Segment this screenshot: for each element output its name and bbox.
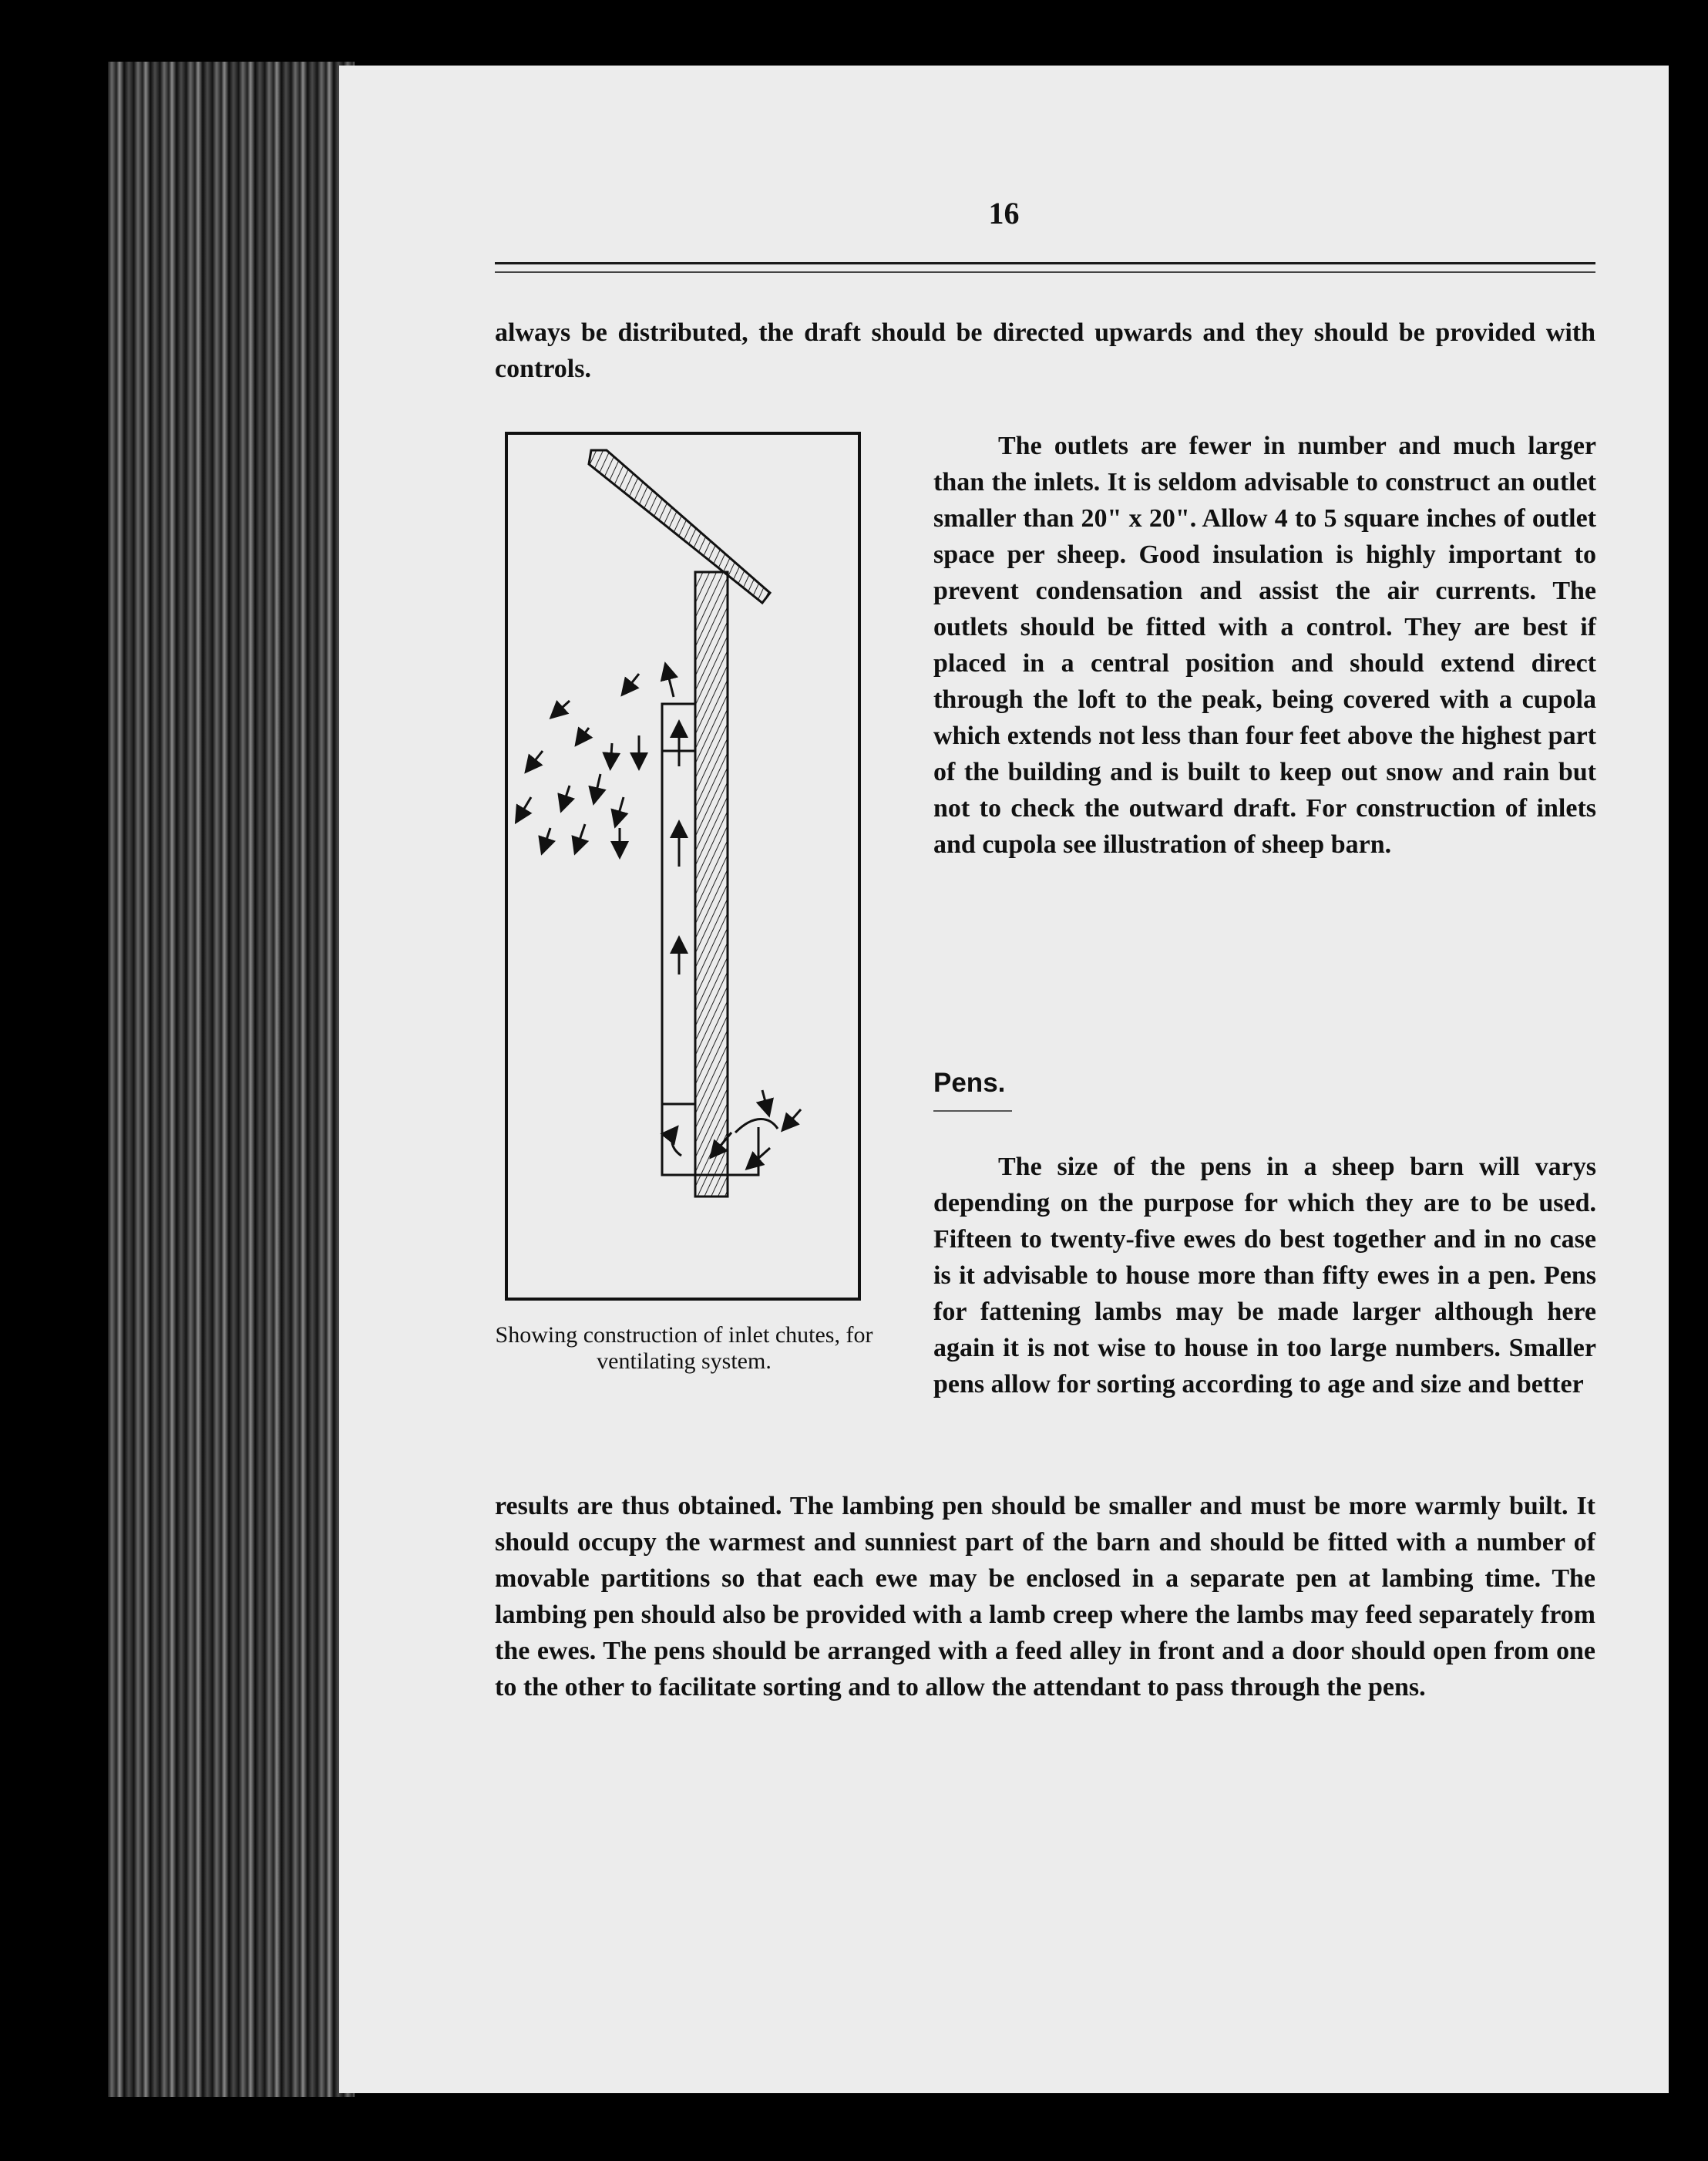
roof-plank xyxy=(589,450,770,603)
figure-caption: Showing construction of inlet chutes, for ventilating system. xyxy=(495,1322,873,1374)
pens-paragraph-full: results are thus obtained. The lambing pen should be smaller and must be more warmly built. It should occupy the warmest and sunniest part of the barn and should be fitted with a number of movable partitions so that each ewe may be enclosed in a separate pen at lambing time. The lambing pen should also be provided with a lamb creep where the lambs may feed separately from the ewes. The pens should be arranged with a feed alley in front and a door should open from one to the other to facilitate sorting and to allow the attendant to pass through the pens. xyxy=(495,1492,1595,1702)
inlet-chute-illustration xyxy=(508,435,861,1301)
inlet-flap xyxy=(735,1119,778,1133)
outlets-paragraph: The outlets are fewer in number and much larger than the inlets. It is seldom advisable to construct an outlet smaller than 20" x 20". Allow 4 to 5 square inches of outlet space per sheep. Good insulation is highly important to prevent condensation and assist the air currents. The outlets should be fitted with a control. They are best if placed in a central position and should extend direct through the loft to the peak, being covered with a cupola which extends not less than four feet above the highest part of the building and is built to keep out snow and rain but not to check the outward draft. For construction of inlets and cupola see illustration of sheep barn. xyxy=(933,432,1596,859)
pens-heading: Pens. xyxy=(933,1068,1006,1098)
header-rule xyxy=(495,262,1595,264)
header-rule-thin xyxy=(495,271,1595,273)
wall-post xyxy=(695,572,728,1197)
pens-heading-underline xyxy=(933,1110,1012,1112)
intro-text: always be distributed, the draft should be directed upwards and they should be provided with controls. xyxy=(495,318,1595,383)
pens-paragraph-side: The size of the pens in a sheep barn will varys depending on the purpose for which they are to be used. Fifteen to twenty-five ewes do best together and in no case is it advisable to house more than fifty ewes in a pen. Pens for fattening lambs may be made larger although here again it is not wise to house in too large numbers. Smaller pens allow for sorting according to age and size and better xyxy=(933,1153,1596,1399)
book-page xyxy=(339,66,1669,2093)
page-number: 16 xyxy=(988,196,1020,231)
scan-edge-shadow xyxy=(108,62,355,2097)
wind-arrows xyxy=(517,674,801,1129)
figure-inlet-chute xyxy=(505,432,861,1301)
